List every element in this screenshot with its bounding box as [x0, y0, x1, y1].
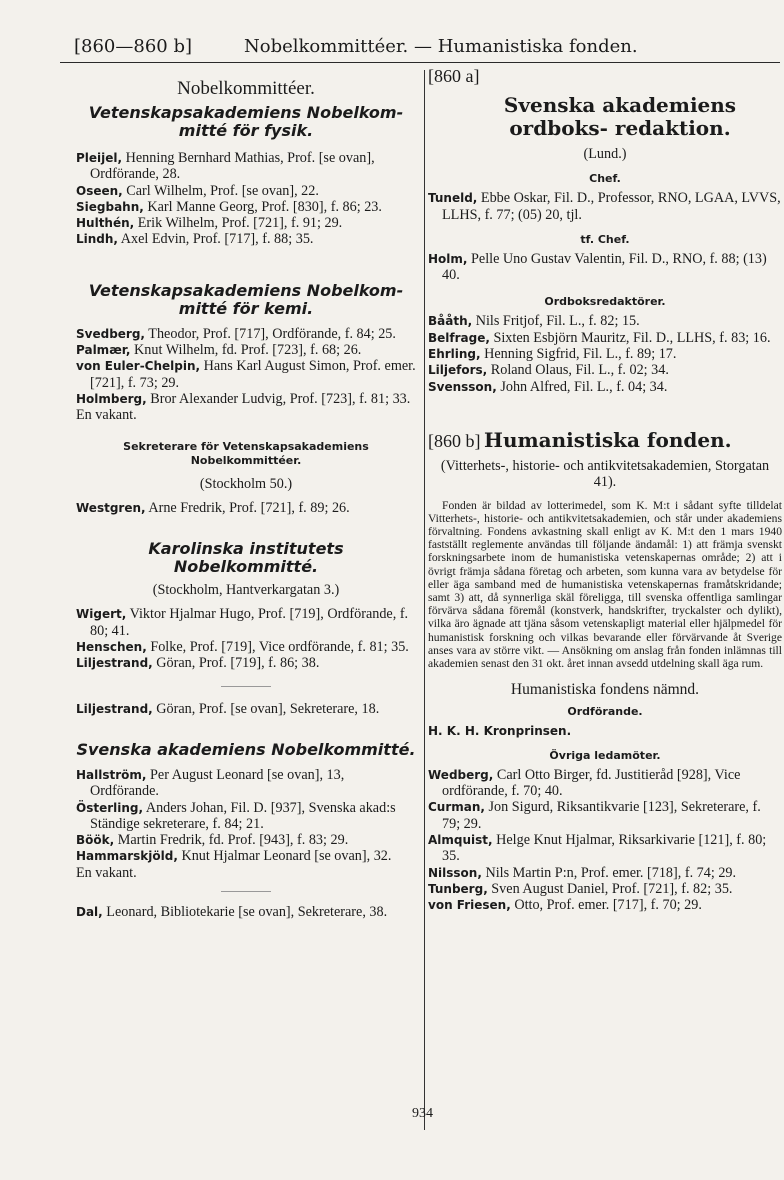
list-item: von Euler-Chelpin, Hans Karl August Simon, Prof. emer. [721], f. 73; 29. [76, 358, 416, 391]
fonden-body: Fonden är bildad av lotterimedel, som K. M:t i sådant syfte tilldelat Vitterhets-, historie- och antikvitetsakademien, och står under akademiens förvaltning. Fondens avkastning skall enligt av K. M:t den 1 mars 1940 fastställt reglemente användas till följande ändamål: 1) att främja svenskt forskningsarbete inom de humanistiska vetenskapernas område; 2) att i övrigt främja sådana företag och arbeten, som kunna vara av betydelse för eller äga samband med de humanistiska vetenskapernas framåtskridande; samt 3) att, då synnerliga skäl föreligga, till svenska offentliga samlingar förvärva sådana föremål (konstverk, handskrifter, tryckalster och dylikt), vilka äro ägnade att tjäna såsom vetenskapligt material eller hjälpmedel för humanistisk forskning och vilkas bevarande eller förvärvande åt Sverige anses vara av större vikt. — Ansökning om anslag från fonden inlämnas till akademien senast den 31 okt. året innan avsedd utdelning skall äga rum. [428, 498, 782, 670]
sekreterare-heading: Sekreterare för Vetenskapsakademiens Nobelkommittéer. [123, 439, 369, 467]
ordbok-title: Svenska akademiens ordboks- redaktion. [503, 93, 737, 140]
list-item: Böök, Martin Fredrik, fd. Prof. [943], f. 83; 29. [76, 832, 349, 849]
fonden-address: (Vitterhets-, historie- och antikvitetsakademien, Storgatan 41). [440, 457, 770, 491]
members-label: Övriga ledamöter. [549, 748, 661, 762]
list-item: Tunberg, Sven August Daniel, Prof. [721], f. 82; 35. [428, 880, 733, 897]
list-item: Svedberg, Theodor, Prof. [717], Ordförande, f. 84; 25. [76, 325, 396, 342]
list-item: Hammarskjöld, Knut Hjalmar Leonard [se ovan], 32. [76, 848, 392, 865]
fysik-list [76, 150, 416, 248]
kemi-heading: Vetenskapsakademiens Nobelkom- mitté för kemi. [88, 280, 404, 318]
kemi-list [76, 326, 416, 424]
header-title: Nobelkommittéer. — Humanistiska fonden. [244, 36, 638, 57]
vacant-note: En vakant. [76, 864, 137, 881]
header-range: [860—860 b] [74, 36, 193, 57]
tf-chef-label: tf. Chef. [580, 232, 630, 246]
list-item: Henschen, Folke, Prof. [719], Vice ordförande, f. 81; 35. [76, 639, 409, 656]
list-item: von Friesen, Otto, Prof. emer. [717], f. 70; 29. [428, 897, 702, 914]
list-item: Lindh, Axel Edvin, Prof. [717], f. 88; 35. [76, 231, 314, 248]
vacant-note: En vakant. [76, 407, 137, 424]
list-item: Palmær, Knut Wilhelm, fd. Prof. [723], f. 68; 26. [76, 342, 362, 359]
fonden-title: Humanistiska fonden. [484, 427, 732, 452]
chair-label: Ordförande. [567, 704, 643, 718]
list-item: Holm, Pelle Uno Gustav Valentin, Fil. D., RNO, f. 88; (13) 40. [428, 250, 767, 284]
namnd-title: Humanistiska fondens nämnd. [510, 681, 700, 699]
list-item: Siegbahn, Karl Manne Georg, Prof. [830], f. 86; 23. [76, 198, 382, 215]
ordbok-location: (Lund.) [583, 146, 627, 162]
fonden-tag: [860 b] [428, 430, 481, 451]
list-item: Wedberg, Carl Otto Birger, fd. Justitieråd [928], Vice ordförande, f. 70; 40. [428, 766, 741, 800]
svenska-heading: Svenska akademiens Nobelkommitté. [76, 739, 416, 759]
ordbok-tag: [860 a] [428, 66, 480, 86]
list-item: Nilsson, Nils Martin P:n, Prof. emer. [718], f. 74; 29. [428, 864, 737, 881]
karolinska-location: (Stockholm, Hantverkargatan 3.) [152, 582, 340, 599]
main-title: Nobelkommittéer. [177, 78, 315, 99]
list-item: Pleijel, Henning Bernhard Mathias, Prof. [se ovan], Ordförande, 28. [76, 150, 375, 183]
fonden-title-block [428, 429, 782, 452]
karolinska-heading: Karolinska institutets Nobelkommitté. [148, 539, 344, 577]
list-item: Hulthén, Erik Wilhelm, Prof. [721], f. 91; 29. [76, 215, 343, 232]
list-item: Wigert, Viktor Hjalmar Hugo, Prof. [719], Ordförande, f. 80; 41. [76, 606, 409, 639]
list-item: Bååth, Nils Fritjof, Fil. L., f. 82; 15. [428, 313, 640, 330]
ordbok-title-block [428, 68, 782, 140]
column-divider [424, 70, 425, 1130]
list-item: Holmberg, Bror Alexander Ludvig, Prof. [723], f. 81; 33. [76, 390, 411, 407]
list-item: Belfrage, Sixten Esbjörn Mauritz, Fil. D., LLHS, f. 83; 16. [428, 329, 771, 346]
redaktorer-list [428, 313, 782, 394]
svenska-list [76, 767, 416, 881]
list-item: Ehrling, Henning Sigfrid, Fil. L., f. 89; 17. [428, 346, 677, 363]
chef-label: Chef. [589, 172, 621, 186]
list-item: Oseen, Carl Wilhelm, Prof. [se ovan], 22. [76, 182, 319, 199]
list-item: Liljefors, Roland Olaus, Fil. L., f. 02; 34. [428, 362, 669, 379]
fysik-heading: Vetenskapsakademiens Nobelkom- mitté för fysik. [88, 103, 404, 140]
right-column [428, 68, 782, 913]
list-item: Liljestrand, Göran, Prof. [se ovan], Sekreterare, 18. [76, 700, 380, 717]
karolinska-list [76, 606, 416, 671]
page-number: 934 [412, 1106, 433, 1121]
separator-rule [221, 686, 271, 687]
list-item: Tuneld, Ebbe Oskar, Fil. D., Professor, RNO, LGAA, LVVS, LLHS, f. 77; (05) 20, tjl. [428, 190, 781, 223]
separator-rule [221, 891, 271, 892]
list-item: Hallström, Per August Leonard [se ovan], 13, Ordförande. [76, 766, 345, 800]
list-item: Liljestrand, Göran, Prof. [719], f. 86; 38. [76, 655, 320, 672]
chair-name: H. K. H. Kronprinsen. [428, 723, 572, 738]
running-header [60, 36, 780, 63]
list-item: Almquist, Helge Knut Hjalmar, Riksarkivarie [121], f. 80; 35. [428, 831, 767, 865]
left-column [76, 68, 416, 920]
list-item: Dal, Leonard, Bibliotekarie [se ovan], Sekreterare, 38. [76, 904, 388, 921]
list-item: Svensson, John Alfred, Fil. L., f. 04; 34. [428, 378, 668, 395]
redaktorer-label: Ordboksredaktörer. [544, 295, 666, 309]
members-list [428, 767, 782, 914]
sekreterare-location: (Stockholm 50.) [199, 475, 293, 492]
list-item: Westgren, Arne Fredrik, Prof. [721], f. 89; 26. [76, 499, 350, 516]
list-item: Österling, Anders Johan, Fil. D. [937], Svenska akad:s Ständige sekreterare, f. 84; 21. [76, 799, 396, 832]
list-item: Curman, Jon Sigurd, Riksantikvarie [123], Sekreterare, f. 79; 29. [428, 799, 761, 832]
